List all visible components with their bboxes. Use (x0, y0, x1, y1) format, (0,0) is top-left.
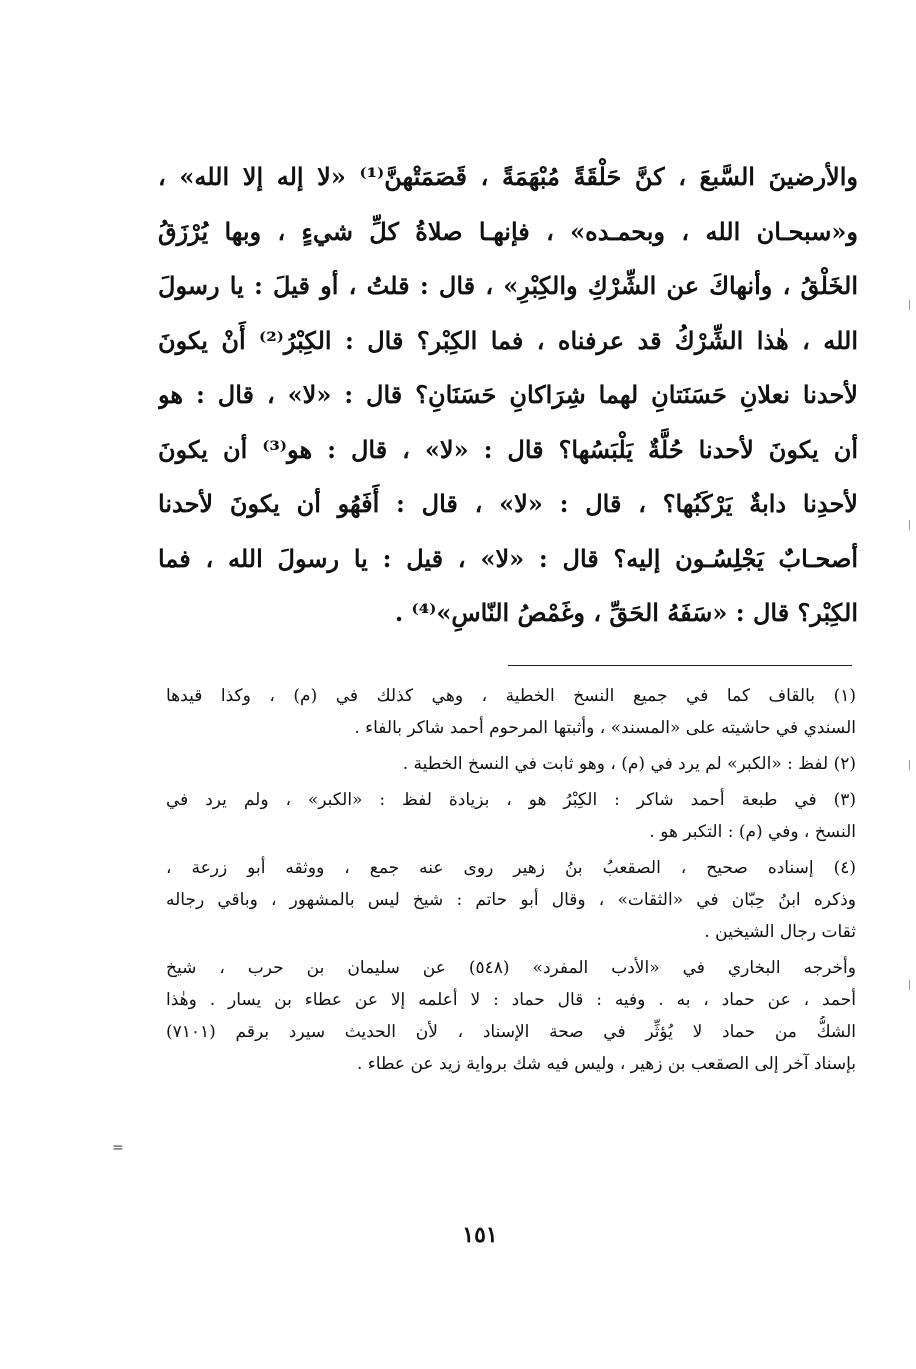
footnote-line: (٣) في طبعة أحمد شاكر : الكِبْرُ هو ، بزيادة لفظ : «الكبر» ، ولم يرد في (166, 790, 856, 810)
main-text-line: الخَلْقُ ، وأنهاكَ عن الشِّرْكِ والكِبْرِ» ، قال : قلتُ ، أو قيلَ : يا رسولَ (158, 271, 858, 300)
footnote (166, 680, 856, 744)
main-text-block (158, 150, 858, 641)
main-text-line: الكِبْر؟ قال : «سَفَهُ الحَقِّ ، وغَمْصُ النّاسِ»⁽⁴⁾ . (394, 598, 858, 627)
footnote (166, 748, 856, 780)
scan-edge-marks (906, 0, 910, 1369)
footnote-line: النسخ ، وفي (م) : التكبر هو . (649, 822, 856, 842)
page-number: ١٥١ (462, 1222, 498, 1248)
footnote-line: (١) بالقاف كما في جميع النسخ الخطية ، وهي كذلك في (م) ، وكذا قيدها (166, 686, 856, 706)
continuation-mark: = (112, 1140, 124, 1156)
footnote-line: ثقات رجال الشيخين . (704, 922, 856, 942)
footnote-line: (٢) لفظ : «الكبر» لم يرد في (م) ، وهو ثابت في النسخ الخطية . (402, 754, 856, 774)
main-text-line: الله ، هٰذا الشِّرْكُ قد عرفناه ، فما الكِبْر؟ قال : الكِبْرُ⁽²⁾ أَنْ يكونَ (158, 325, 858, 355)
footnote-line: الشكُّ من حماد لا يُؤثِّر في صحة الإسناد ، لأن الحديث سيرد برقم (٧١٠١) (166, 1022, 856, 1042)
footnote-line: بإسناد آخر إلى الصقعب بن زهير ، وليس فيه شك برواية زيد عن عطاء . (357, 1054, 856, 1074)
footnote-line: وأخرجه البخاري في «الأدب المفرد» (٥٤٨) عن سليمان بن حرب ، شيخ (166, 958, 856, 978)
footnote (166, 784, 856, 848)
footnote (166, 852, 856, 948)
footnote-line: أحمد ، عن حماد ، به . وفيه : قال حماد : لا أعلمه إلا عن عطاء بن يسار . وهٰذا (166, 990, 856, 1010)
footnote-line: السندي في حاشيته على «المسند» ، وأثبتها المرحوم أحمد شاكر بالفاء . (354, 718, 856, 738)
main-text-line: أن يكونَ لأحدنا حُلَّةٌ يَلْبَسُها؟ قال : «لا» ، قال : هو⁽³⁾ أن يكونَ (158, 434, 858, 464)
main-text-line: أصحـابٌ يَجْلِسُـون إليه؟ قال : «لا» ، قيل : يا رسولَ الله ، فما (158, 543, 858, 573)
main-text-line: والأرضينَ السَّبعَ ، كنَّ حَلْقَةً مُبْهَمَةً ، قَصَمَتْهنَّ⁽¹⁾ «لا إله إلا الله» ، (158, 162, 858, 191)
main-text-line: و«سبحـان الله ، وبحمـده» ، فإنهـا صلاةُ كلِّ شيءٍ ، وبها يُرْزَقُ (158, 216, 858, 246)
footnotes-block (166, 680, 856, 1084)
footnote-separator-rule (508, 665, 852, 666)
footnote (166, 952, 856, 1080)
footnote-line: (٤) إسناده صحيح ، الصقعبُ بنُ زهير روى عنه جمع ، ووثقه أبو زرعة ، (166, 858, 856, 878)
main-text-line: لأحدِنا دابةٌ يَرْكَبُها؟ ، قال : «لا» ، قال : أَفَهُو أن يكونَ لأحدنا (158, 489, 858, 518)
main-text-line: لأحدنا نعلانِ حَسَنَتانِ لهما شِرَاكانِ حَسَنَانِ؟ قال : «لا» ، قال : هو (158, 380, 858, 409)
footnote-line: وذكره ابنُ حِبّان في «الثقات» ، وقال أبو حاتم : شيخ ليس بالمشهور ، وباقي رجاله (166, 890, 856, 910)
